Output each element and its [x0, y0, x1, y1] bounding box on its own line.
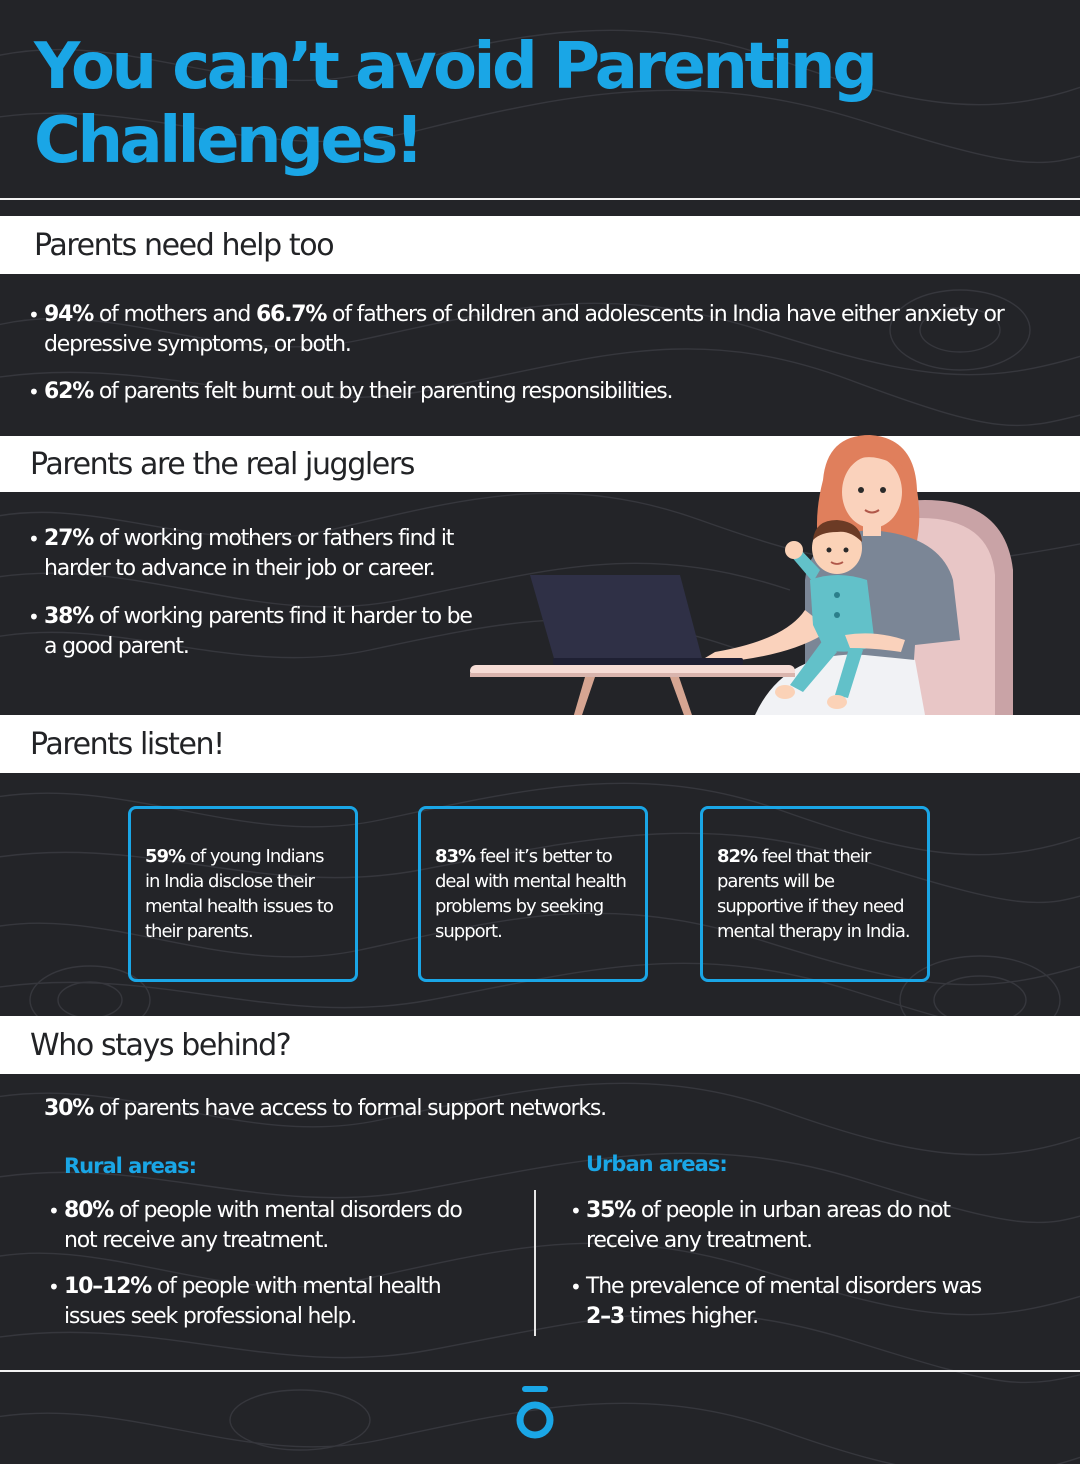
section-heading-listen-text: Parents listen! — [30, 726, 224, 762]
urban-bullet-2 — [570, 1272, 1010, 1332]
rural-bullet-2-text: of people with mental health issues seek professional help. — [64, 1274, 441, 1329]
help-bullet-1 — [28, 300, 1038, 360]
title-line-1: You can’t avoid Parenting — [34, 30, 875, 104]
urban-bullet-2-text-a: The prevalence of mental disorders was — [586, 1274, 982, 1299]
urban-heading: Urban areas: — [586, 1152, 727, 1176]
urban-bullet-2-text-b: times higher. — [624, 1304, 758, 1329]
section-heading-help-text: Parents need help too — [34, 227, 334, 263]
help-bullet-1-text-a: of mothers and — [93, 302, 256, 327]
stat-rural-untreated: 80% — [64, 1198, 114, 1223]
stat-urban-untreated: 35% — [586, 1198, 636, 1223]
section-heading-listen — [0, 715, 1080, 773]
urban-bullet-1-text: of people in urban areas do not receive any treatment. — [586, 1198, 950, 1253]
jugglers-bullet-1-text: of working mothers or fathers find it harder to advance in their job or career. — [44, 526, 454, 581]
stat-support-network: 30% — [44, 1096, 94, 1121]
stat-card-support — [418, 806, 648, 982]
stat-card-disclose-label: of young Indians in India disclose their mental health issues to their parents. — [145, 846, 333, 942]
title-line-2: Challenges! — [34, 104, 421, 178]
section-heading-help — [0, 216, 1080, 274]
stat-rural-seek-help: 10–12% — [64, 1274, 152, 1299]
urban-bullet-1 — [570, 1196, 1010, 1256]
footer-divider — [0, 1370, 1080, 1372]
help-bullet-2-text: of parents felt burnt out by their parenting responsibilities. — [93, 379, 673, 404]
section-heading-behind-text: Who stays behind? — [30, 1027, 291, 1063]
jugglers-bullet-2-text: of working parents find it harder to be a good parent. — [44, 604, 472, 659]
stat-card-therapy — [700, 806, 930, 982]
stat-mothers: 94% — [44, 302, 94, 327]
stat-card-disclose — [128, 806, 358, 982]
section-heading-behind — [0, 1016, 1080, 1074]
stat-fathers: 66.7% — [255, 302, 327, 327]
stat-career: 27% — [44, 526, 94, 551]
stat-card-disclose-value: 59% — [145, 846, 186, 867]
rural-heading: Rural areas: — [64, 1154, 196, 1178]
jugglers-bullet-1 — [28, 524, 478, 584]
jugglers-bullet-2 — [28, 602, 478, 662]
help-bullet-2 — [28, 377, 1038, 407]
stat-card-therapy-label: feel that their parents will be supportive if they need mental therapy in India. — [717, 846, 910, 942]
rural-bullet-1 — [48, 1196, 498, 1256]
support-network-text: of parents have access to formal support networks. — [93, 1096, 606, 1121]
stat-good-parent: 38% — [44, 604, 94, 629]
stat-burnout: 62% — [44, 379, 94, 404]
page-title — [34, 30, 1034, 178]
stat-card-disclose-text — [145, 844, 341, 944]
column-divider — [534, 1190, 536, 1336]
stat-card-therapy-value: 82% — [717, 846, 758, 867]
stat-card-support-label: feel it’s better to deal with mental health problems by seeking support. — [435, 846, 626, 942]
brand-logo-icon — [512, 1386, 558, 1442]
stat-card-support-value: 83% — [435, 846, 476, 867]
rural-bullet-2 — [48, 1272, 498, 1332]
mother-child-laptop-illustration — [465, 430, 1025, 720]
help-bullet-1-text-b: of fathers of children and adolescents in India have either anxiety or depressive symptoms, or both. — [44, 302, 1004, 357]
stat-card-support-text — [435, 844, 631, 944]
section-heading-jugglers-text: Parents are the real jugglers — [30, 446, 414, 482]
rural-bullet-1-text: of people with mental disorders do not receive any treatment. — [64, 1198, 462, 1253]
support-network-stat — [44, 1096, 606, 1121]
title-divider — [0, 198, 1080, 200]
stat-card-therapy-text — [717, 844, 913, 944]
stat-urban-prevalence: 2–3 — [586, 1304, 625, 1329]
